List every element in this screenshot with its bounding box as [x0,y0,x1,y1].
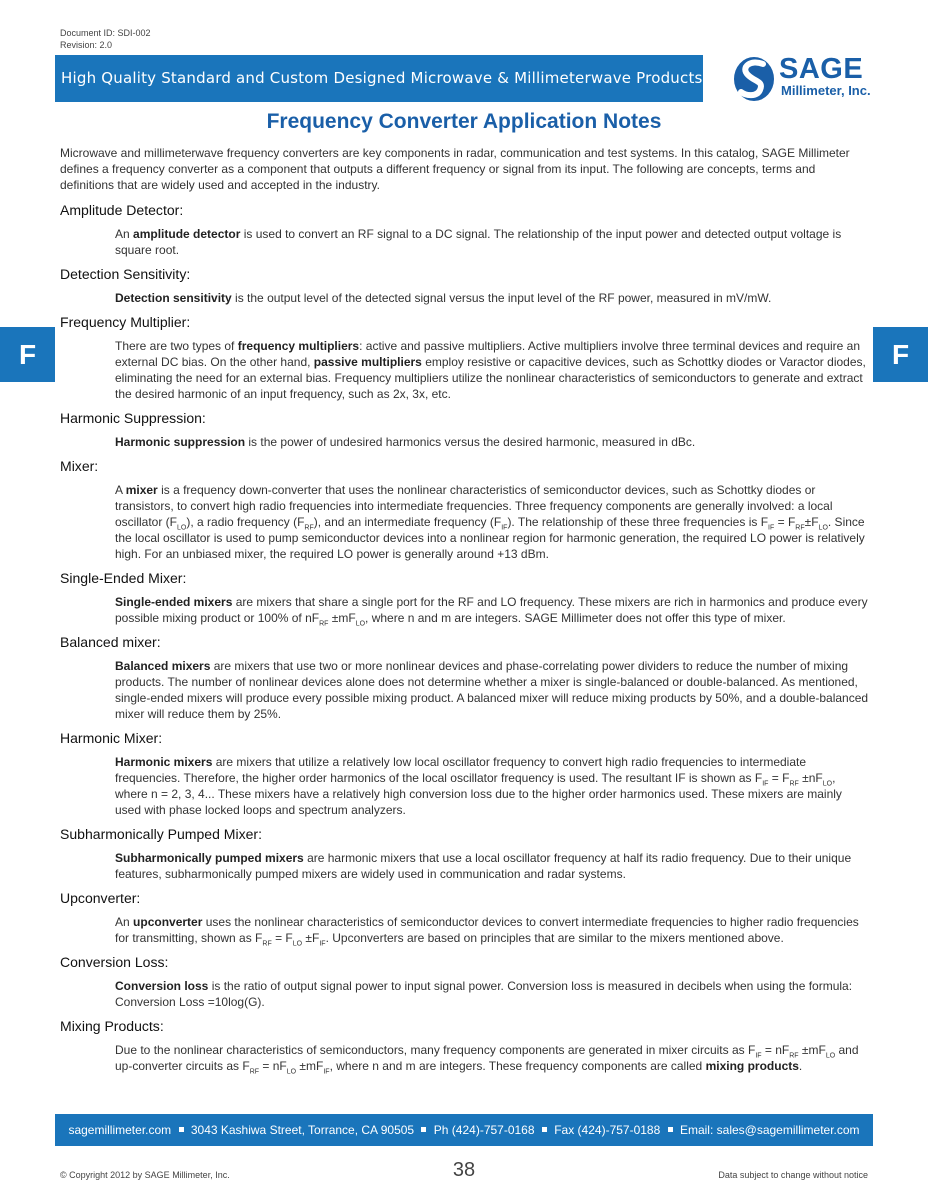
definition-amplitude-detector: An amplitude detector is used to convert an RF signal to a DC signal. The relationship of the input power and detected output voltage is square root. [115,227,842,257]
term-upconverter: Upconverter: [60,890,141,906]
logo-subtitle: Millimeter, Inc. [781,83,871,98]
main-content [60,145,870,1078]
definition-single-ended-mixer: Single-ended mixers are mixers that share a single port for the RF and LO frequency. These mixers are rich in harmonics and produce every possible mixing product or 100% of $nF_{RF} \pm mF_{LO}$, where n and m are integers. SAGE Millimeter does not offer this type of mixer. [115,595,868,628]
definition-mixing-products: Due to the nonlinear characteristics of semiconductors, many frequency components are generated in mixer circuits as $F_{IF} = nF_{RF} \pm mF_{LO}$ and up-converter circuits as $F_{RF} = nF_{LO} \pm mF_{IF}$, where n and m are integers. These frequency components are called mixing products. [115,1043,859,1076]
definition-harmonic-mixer: Harmonic mixers are mixers that utilize a relatively low local oscillator frequency to convert high radio frequencies to intermediate frequencies. Therefore, the higher order harmonics of the local oscillator frequency is used. The resultant IF is shown as $F_{IF} = F_{RF} \pm nF_{LO}$, where n = 2, 3, 4... These mixers have a relatively high conversion loss due to the higher order harmonics used. These mixers are mainly used with phase locked loops and spectrum analyzers. [115,755,842,817]
document-meta [60,27,151,51]
revision: Revision: 2.0 [60,40,113,50]
footer-address: 3043 Kashiwa Street, Torrance, CA 90505 [190,1123,415,1137]
document-id: Document ID: SDI-002 [60,28,151,38]
definition-frequency-multiplier: There are two types of frequency multipliers: active and passive multipliers. Active multipliers involve three terminal devices and require an external DC bias. On the other hand, passive multipliers employ resistive or capacitive devices, such as Schottky diodes or Varactor diodes, eliminating the need for an external bias. Frequency multipliers utilize the nonlinear characteristics of semiconductors to generate and extract the desired harmonic of an input frequency, such as 2x, 3x, etc. [115,339,866,401]
definition-mixer: A mixer is a frequency down-converter that uses the nonlinear characteristics of semiconductor devices, such as Schottky diodes or transistors, to convert high radio frequencies into intermediate frequencies. Three frequency components are generally involved: a local oscillator $(F_{LO})$, a radio frequency $(F_{RF})$, and an intermediate frequency $(F_{IF})$. The relationship of these three frequencies is $F_{IF} = F_{RF}\pm F_{LO}$. Since the local oscillator is used to pump semiconductor devices into a nonlinear region for harmonic generation, the required LO power is relatively high. For an unbiased mixer, the required LO power is generally around +13 dBm. [115,483,865,561]
bullet-square-icon [179,1127,184,1132]
footer-contact-bar [55,1114,873,1146]
definition-detection-sensitivity: Detection sensitivity is the output level of the detected signal versus the input level of the RF power, measured in mV/mW. [115,291,772,305]
definition-balanced-mixer: Balanced mixers are mixers that use two or more nonlinear devices and phase-correlating power dividers to reduce the number of mixing products. The number of nonlinear devices alone does not determine whether a mixer is single-balanced or double-balanced. As mentioned, single-ended mixers will produce every possible mixing product. A balanced mixer will reduce mixing products by 50%, and a double-balanced mixer will reduce them by 25%. [115,659,869,721]
page-title: Frequency Converter Application Notes [266,110,662,133]
footer-phone: Ph (424)-757-0168 [433,1123,535,1137]
footer-fax: Fax (424)-757-0188 [554,1123,661,1137]
definition-subharmonic-mixer: Subharmonically pumped mixers are harmonic mixers that use a local oscillator frequency at half its radio frequency. Due to their unique features, subharmonically pumped mixers are widely used in communication and radar systems. [115,851,852,881]
change-notice: Data subject to change without notice [718,1170,868,1180]
intro-paragraph: Microwave and millimeterwave frequency converters are key components in radar, communication and test systems. In this catalog, SAGE Millimeter defines a frequency converter as a component that outputs a different frequency or signal from its input. The following are concepts, terms and definitions that are widely used and accepted in the industry. [60,146,850,192]
term-conversion-loss: Conversion Loss: [60,954,169,970]
term-detection-sensitivity: Detection Sensitivity: [60,266,191,282]
copyright: © Copyright 2012 by SAGE Millimeter, Inc. [60,1170,230,1180]
section-tab-right: F [873,327,928,382]
footer-email[interactable]: Email: sales@sagemillimeter.com [679,1123,860,1137]
bullet-square-icon [668,1127,673,1132]
term-mixing-products: Mixing Products: [60,1018,164,1034]
logo-wordmark: SAGE [779,53,864,85]
bullet-square-icon [542,1127,547,1132]
term-mixer: Mixer: [60,458,99,474]
section-tab-left: F [0,327,55,382]
sage-logo-icon [733,55,775,103]
term-frequency-multiplier: Frequency Multiplier: [60,314,191,330]
company-logo [733,53,878,105]
term-amplitude-detector: Amplitude Detector: [60,202,184,218]
page-number: 38 [452,1159,476,1181]
bullet-square-icon [421,1127,426,1132]
definition-harmonic-suppression: Harmonic suppression is the power of undesired harmonics versus the desired harmonic, measured in dBc. [115,435,696,449]
header-banner: High Quality Standard and Custom Designed Microwave & Millimeterwave Products [55,55,703,102]
footer-website[interactable]: sagemillimeter.com [68,1123,172,1137]
definition-conversion-loss: Conversion loss is the ratio of output signal power to input signal power. Conversion loss is measured in decibels when using the formula: Conversion Loss =10log(G). [115,979,853,1009]
term-subharmonic-mixer: Subharmonically Pumped Mixer: [60,826,262,842]
definition-upconverter: An upconverter uses the nonlinear characteristics of semiconductor devices to convert intermediate frequencies to higher radio frequencies for transmitting, shown as $F_{RF} = F_{LO} \pm F_{IF}$. Upconverters are based on principles that are similar to the mixers mentioned above. [115,915,859,948]
term-single-ended-mixer: Single-Ended Mixer: [60,570,187,586]
term-harmonic-mixer: Harmonic Mixer: [60,730,163,746]
term-harmonic-suppression: Harmonic Suppression: [60,410,206,426]
term-balanced-mixer: Balanced mixer: [60,634,161,650]
